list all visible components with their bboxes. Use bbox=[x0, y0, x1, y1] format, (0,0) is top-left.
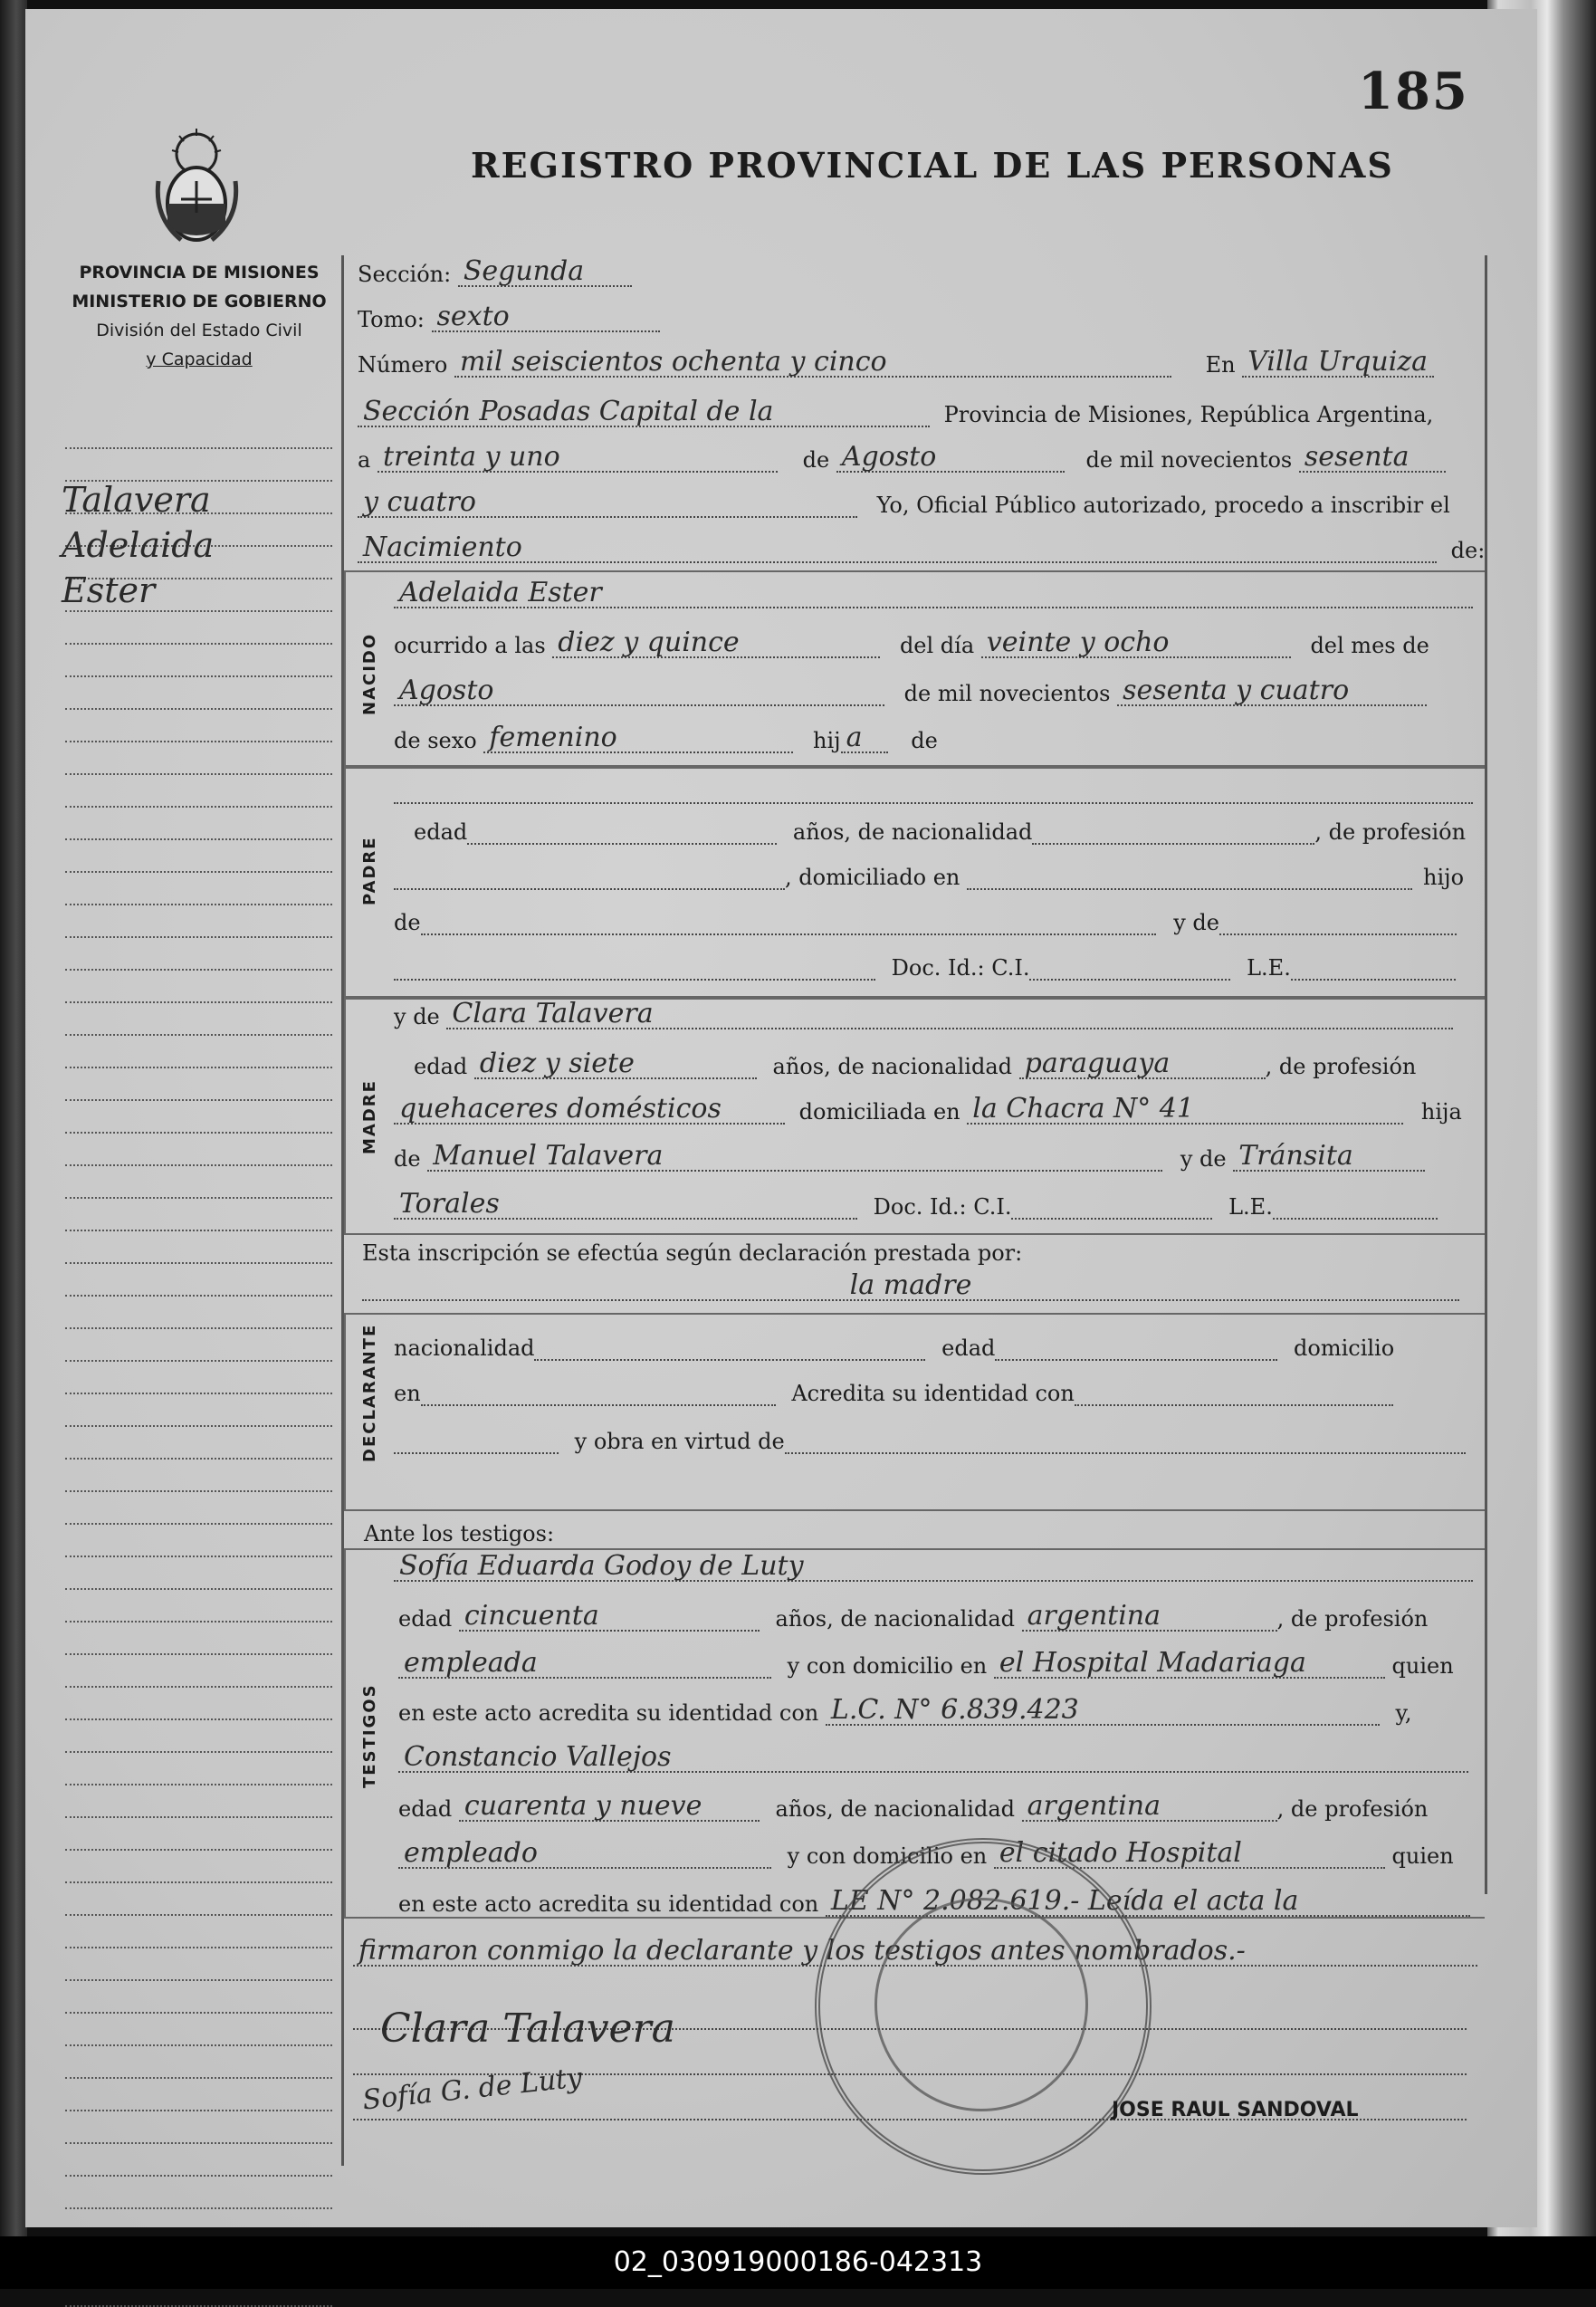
margin-note-name2: Ester bbox=[62, 570, 156, 610]
row-t1-edad: edad cincuenta años, de nacionalidad argentina , de profesión bbox=[398, 1600, 1429, 1632]
row-madre-edad: edad diez y siete años, de nacionalidad paraguaya , de profesión bbox=[414, 1048, 1417, 1079]
label-testigos: TESTIGOS bbox=[360, 1683, 379, 1788]
field-hij: a bbox=[841, 724, 888, 753]
field-t2-profesion: empleado bbox=[398, 1840, 771, 1869]
field-lugar: Villa Urquiza bbox=[1242, 349, 1434, 378]
field-mes: Agosto bbox=[836, 444, 1065, 473]
field-t2-domicilio: el citado Hospital bbox=[994, 1840, 1385, 1869]
row-madre-domicilio: quehaceres domésticos domiciliada en la Chacra N° 41 hija bbox=[394, 1096, 1462, 1125]
field-nacido-anio: sesenta y cuatro bbox=[1117, 677, 1427, 706]
field-t2-doc: LE N° 2.082.619.- Leída el acta la bbox=[826, 1888, 1470, 1917]
row-nacido-nombre bbox=[394, 579, 1473, 608]
row-padre-nombre bbox=[394, 779, 1473, 804]
row-nacido-sexo: de sexo femenino hij a de bbox=[394, 722, 938, 753]
folio-number: 185 bbox=[1358, 62, 1469, 121]
row-numero: Número mil seiscientos ochenta y cinco En Villa Urquiza bbox=[358, 349, 1434, 378]
row-t2-domicilio: empleado y con domicilio en el citado Hospital quien bbox=[398, 1840, 1454, 1869]
row-declarante-2: en Acredita su identidad con bbox=[394, 1381, 1393, 1406]
row-nacido-hora: ocurrido a las diez y quince del día veinte y ocho del mes de bbox=[394, 627, 1429, 658]
row-padre-doc: Doc. Id.: C.I. L.E. bbox=[394, 955, 1456, 981]
row-declarante-3: y obra en virtud de bbox=[394, 1429, 1466, 1454]
field-madre-padre: Manuel Talavera bbox=[427, 1143, 1162, 1172]
label-padre: PADRE bbox=[360, 836, 379, 905]
label-madre: MADRE bbox=[360, 1079, 379, 1154]
row-t1-nombre bbox=[394, 1550, 1473, 1582]
issuer-ministry: MINISTERIO DE GOBIERNO bbox=[72, 292, 327, 311]
row-yo: y cuatro Yo, Oficial Público autorizado, procedo a inscribir el bbox=[358, 489, 1450, 518]
right-border bbox=[1485, 255, 1487, 1894]
official-name: JOSE RAUL SANDOVAL bbox=[1112, 2099, 1359, 2121]
row-t2-nombre bbox=[398, 1741, 1468, 1773]
row-seccion: Sección: Segunda bbox=[358, 258, 632, 287]
image-id-bar: 02_030919000186-042313 bbox=[0, 2236, 1596, 2289]
field-seccion-ciudad: Sección Posadas Capital de la bbox=[358, 398, 930, 427]
row-declaracion-valor bbox=[362, 1269, 1459, 1301]
row-padre-padres: de y de bbox=[394, 910, 1457, 935]
book-binding-edge bbox=[0, 0, 27, 2236]
field-declarante: la madre bbox=[362, 1272, 1459, 1301]
field-t1-domicilio: el Hospital Madariaga bbox=[994, 1650, 1385, 1679]
field-anio: sesenta bbox=[1299, 444, 1446, 473]
row-fecha: a treinta y uno de Agosto de mil novecientos sesenta bbox=[358, 444, 1446, 473]
field-t1-nombre: Sofía Eduarda Godoy de Luty bbox=[394, 1553, 1473, 1582]
field-nacido-nombre: Adelaida Ester bbox=[394, 579, 1473, 608]
row-nacido-mes: Agosto de mil novecientos sesenta y cuatro bbox=[394, 677, 1427, 706]
field-madre-nombre: Clara Talavera bbox=[446, 1000, 1453, 1029]
issuer-capacity: y Capacidad bbox=[146, 349, 253, 369]
row-tipo: Nacimiento de: bbox=[358, 534, 1485, 563]
issuer-division: División del Estado Civil bbox=[96, 321, 302, 340]
field-seccion: Segunda bbox=[458, 258, 632, 287]
row-padre-edad: edad años, de nacionalidad , de profesión bbox=[414, 819, 1467, 845]
field-madre-edad: diez y siete bbox=[474, 1050, 757, 1079]
page-title: REGISTRO PROVINCIAL DE LAS PERSONAS bbox=[471, 145, 1394, 186]
row-madre-nombre: y de Clara Talavera bbox=[394, 1000, 1453, 1029]
margin-lines bbox=[65, 416, 332, 2307]
field-anio2: y cuatro bbox=[358, 489, 857, 518]
issuer-province: PROVINCIA DE MISIONES bbox=[79, 263, 320, 282]
row-madre-padres: de Manuel Talavera y de Tránsita bbox=[394, 1143, 1425, 1172]
field-nacido-mes: Agosto bbox=[394, 677, 884, 706]
field-t1-edad: cincuenta bbox=[459, 1603, 760, 1632]
field-madre-madre: Tránsita bbox=[1233, 1143, 1425, 1172]
official-seal bbox=[815, 1838, 1152, 2175]
field-tipo: Nacimiento bbox=[358, 534, 1437, 563]
row-tomo: Tomo: sexto bbox=[358, 303, 660, 332]
field-t1-nacionalidad: argentina bbox=[1022, 1603, 1277, 1632]
field-sexo: femenino bbox=[483, 724, 793, 753]
coat-of-arms-icon bbox=[154, 127, 240, 249]
row-declarante-1: nacionalidad edad domicilio bbox=[394, 1335, 1395, 1361]
row-t2-edad: edad cuarenta y nueve años, de nacionalidad argentina , de profesión bbox=[398, 1790, 1429, 1822]
field-t2-nombre: Constancio Vallejos bbox=[398, 1744, 1468, 1773]
label-declarante: DECLARANTE bbox=[360, 1323, 379, 1462]
margin-note-surname: Talavera bbox=[62, 480, 211, 520]
signature-clara: Clara Talavera bbox=[380, 2005, 675, 2052]
signature-testigo: Sofía G. de Luty bbox=[360, 2062, 584, 2117]
field-t1-profesion: empleada bbox=[398, 1650, 771, 1679]
row-padre-domicilio: , domiciliado en hijo bbox=[394, 865, 1464, 890]
row-declaracion: Esta inscripción se efectúa según declaración prestada por: bbox=[362, 1240, 1023, 1266]
field-hora: diez y quince bbox=[552, 629, 880, 658]
row-ante-testigos: Ante los testigos: bbox=[364, 1521, 555, 1546]
field-nacido-dia: veinte y ocho bbox=[981, 629, 1291, 658]
field-madre-domicilio: la Chacra N° 41 bbox=[967, 1096, 1403, 1125]
field-dia: treinta y uno bbox=[377, 444, 778, 473]
field-madre-madre2: Torales bbox=[394, 1191, 857, 1220]
field-t2-edad: cuarenta y nueve bbox=[459, 1793, 760, 1822]
row-seccion-ciudad: Sección Posadas Capital de la Provincia de Misiones, República Argentina, bbox=[358, 398, 1433, 427]
row-madre-doc: Torales Doc. Id.: C.I. L.E. bbox=[394, 1191, 1438, 1220]
field-tomo: sexto bbox=[432, 303, 660, 332]
field-numero: mil seiscientos ochenta y cinco bbox=[454, 349, 1171, 378]
field-madre-nacionalidad: paraguaya bbox=[1019, 1050, 1266, 1079]
field-t1-doc: L.C. N° 6.839.423 bbox=[826, 1697, 1380, 1726]
row-t1-domicilio: empleada y con domicilio en el Hospital Madariaga quien bbox=[398, 1650, 1454, 1679]
row-t1-doc: en este acto acredita su identidad con L.C. N° 6.839.423 y, bbox=[398, 1694, 1412, 1726]
field-cierre: firmaron conmigo la declarante y los testigos antes nombrados.- bbox=[353, 1938, 1477, 1967]
field-t2-nacionalidad: argentina bbox=[1022, 1793, 1277, 1822]
label-nacido: NACIDO bbox=[360, 632, 379, 715]
field-madre-profesion: quehaceres domésticos bbox=[394, 1096, 785, 1125]
row-t2-doc: en este acto acredita su identidad con LE N° 2.082.619.- Leída el acta la bbox=[398, 1888, 1470, 1917]
issuer-block bbox=[54, 258, 344, 374]
margin-note-name1: Adelaida bbox=[62, 525, 215, 565]
